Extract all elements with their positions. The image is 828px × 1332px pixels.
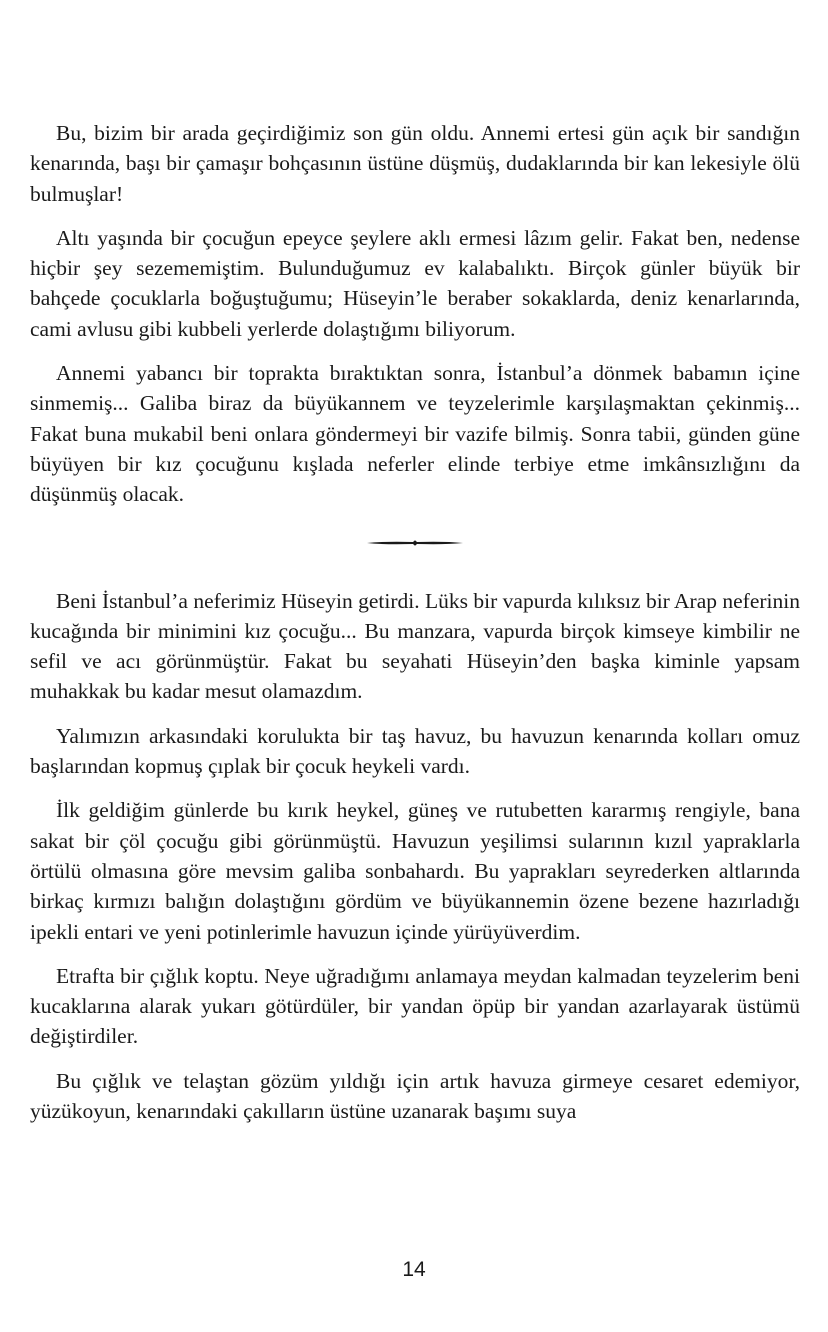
paragraph: Yalımızın arkasındaki korulukta bir taş havuz, bu havuzun kenarında kolları omuz başlarından kopmuş çıplak bir çocuk heykeli vardı. [30,723,800,779]
page-number: 14 [402,1258,426,1281]
paragraph: Annemi yabancı bir toprakta bıraktıktan sonra, İstanbul’a dönmek babamın içine sinmemiş... Galiba biraz da büyükannem ve teyzelerimle karşılaşmaktan çekinmiş... Fakat buna mukabil beni onlara göndermeyi bir vazife bilmiş. Sonra tabii, günden güne büyüyen bir kız çocuğunu kışlada neferler elinde terbiye etme imkânsızlığını da düşünmüş olacak. [30,361,800,507]
book-page [30,118,800,1140]
section-two [30,586,800,1127]
section-one [30,118,800,510]
paragraph: Beni İstanbul’a neferimiz Hüseyin getirdi. Lüks bir vapurda kılıksız bir Arap neferinin kucağında bir minimini kız çocuğu... Bu manzara, vapurda birçok kimseye kimbilir ne sefil ve acı görünmüştür. Fakat bu seyahati Hüseyin’den başka kiminle yapsam muhakkak bu kadar mesut olamazdım. [30,588,800,704]
section-divider-ornament-icon [365,536,465,550]
paragraph: Bu çığlık ve telaştan gözüm yıldığı için artık havuza girmeye cesaret edemiyor, yüzükoyun, kenarındaki çakılların üstüne uzanarak başımı suya [30,1068,800,1124]
paragraph: Etrafta bir çığlık koptu. Neye uğradığımı anlamaya meydan kalmadan teyzelerim beni kucaklarına alarak yukarı götürdüler, bir yandan öpüp bir yandan azarlayarak üstümü değiştirdiler. [30,963,800,1049]
paragraph: Altı yaşında bir çocuğun epeyce şeylere aklı ermesi lâzım gelir. Fakat ben, nedense hiçbir şey sezememiştim. Bulunduğumuz ev kalabalıktı. Birçok günler büyük bir bahçede çocuklarla boğuştuğumu; Hüseyin’le beraber sokaklarda, deniz kenarlarında, cami avlusu gibi kubbeli yerlerde dolaştığımı biliyorum. [30,225,800,341]
paragraph: Bu, bizim bir arada geçirdiğimiz son gün oldu. Annemi ertesi gün açık bir sandığın kenarında, başı bir çamaşır bohçasının üstüne düşmüş, dudaklarında bir kan lekesiyle ölü bulmuşlar! [30,121,800,206]
paragraph: İlk geldiğim günlerde bu kırık heykel, güneş ve rutubetten kararmış rengiyle, bana sakat bir çöl çocuğu gibi görünmüştü. Havuzun yeşilimsi sularının kızıl yapraklarla örtülü olmasına göre mevsim galiba sonbahardı. Bu yaprakları seyrederken altlarında birkaç kırmızı balığın dolaştığını gördüm ve büyükannemin özene bezene hazırladığı ipekli entari ve yeni potinlerimle havuzun içinde yürüyüverdim. [30,798,800,944]
